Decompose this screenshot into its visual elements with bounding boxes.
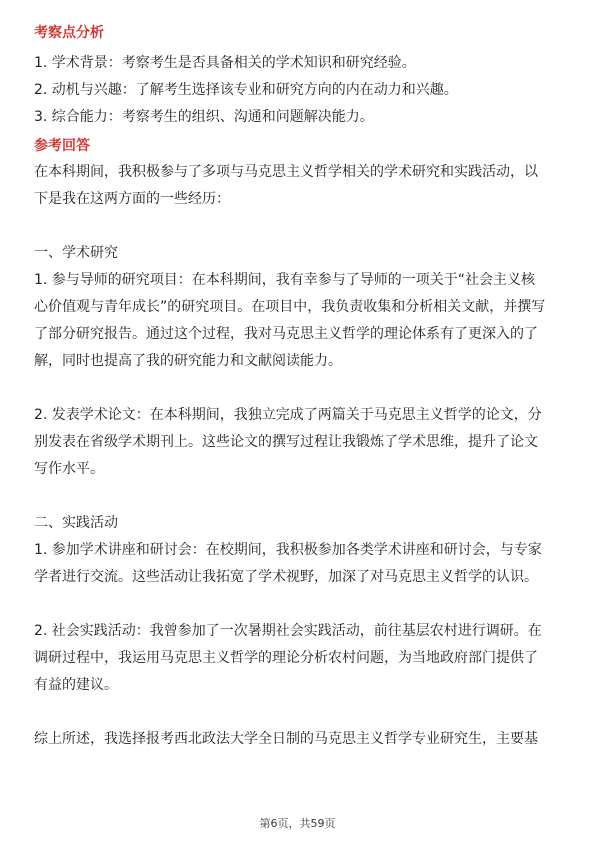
- part1-item1-line-4: 解，同时也提高了我的研究能力和文献阅读能力。: [34, 353, 342, 369]
- spacer: [34, 483, 562, 510]
- part2-title: 二、实践活动: [34, 515, 118, 531]
- part2-item2-line-1: 2. 社会实践活动：我曾参加了一次暑期社会实践活动，前往基层农村进行调研。在: [34, 623, 542, 639]
- document-content: [34, 22, 562, 753]
- part2-item1-line-1: 1. 参加学术讲座和研讨会：在校期间，我积极参加各类学术讲座和研讨会，与专家: [34, 542, 542, 558]
- part2-item2-line-3: 有益的建议。: [34, 677, 118, 693]
- part2-item2-line-2: 调研过程中，我运用马克思主义哲学的理论分析农村问题，为当地政府部门提供了: [34, 650, 538, 666]
- part1-title: 一、学术研究: [34, 245, 118, 261]
- spacer: [34, 375, 562, 402]
- spacer: [34, 699, 562, 726]
- analysis-heading: 考察点分析: [34, 25, 104, 41]
- page-number: 第6页，共59页: [259, 817, 336, 830]
- answer-heading: 参考回答: [34, 138, 90, 154]
- intro-line-1: 在本科期间，我积极参与了多项与马克思主义哲学相关的学术研究和实践活动，以: [34, 164, 538, 180]
- part1-item2-line-1: 2. 发表学术论文：在本科期间，我独立完成了两篇关于马克思主义哲学的论文，分: [34, 407, 542, 423]
- analysis-item-3: 3. 综合能力：考察考生的组织、沟通和问题解决能力。: [34, 109, 374, 125]
- spacer: [34, 213, 562, 240]
- analysis-item-1: 1. 学术背景：考察考生是否具备相关的学术知识和研究经验。: [34, 55, 416, 71]
- part1-item2-line-3: 写作水平。: [34, 461, 104, 477]
- part2-item1-line-2: 学者进行交流。这些活动让我拓宽了学术视野，加深了对马克思主义哲学的认识。: [34, 569, 538, 585]
- conclusion-line: 综上所述，我选择报考西北政法大学全日制的马克思主义哲学专业研究生，主要基: [34, 731, 538, 747]
- part1-item2-line-2: 别发表在省级学术期刊上。这些论文的撰写过程让我锻炼了学术思维，提升了论文: [34, 434, 538, 450]
- part1-item1-line-1: 1. 参与导师的研究项目：在本科期间，我有幸参与了导师的一项关于“社会主义核: [34, 272, 536, 288]
- intro-line-2: 下是我在这两方面的一些经历：: [34, 191, 230, 207]
- spacer: [34, 591, 562, 618]
- part1-item1-line-3: 了部分研究报告。通过这个过程，我对马克思主义哲学的理论体系有了更深入的了: [34, 326, 538, 342]
- part1-item1-line-2: 心价值观与青年成长”的研究项目。在项目中，我负责收集和分析相关文献，并撰写: [34, 299, 546, 315]
- analysis-item-2: 2. 动机与兴趣：了解考生选择该专业和研究方向的内在动力和兴趣。: [34, 82, 458, 98]
